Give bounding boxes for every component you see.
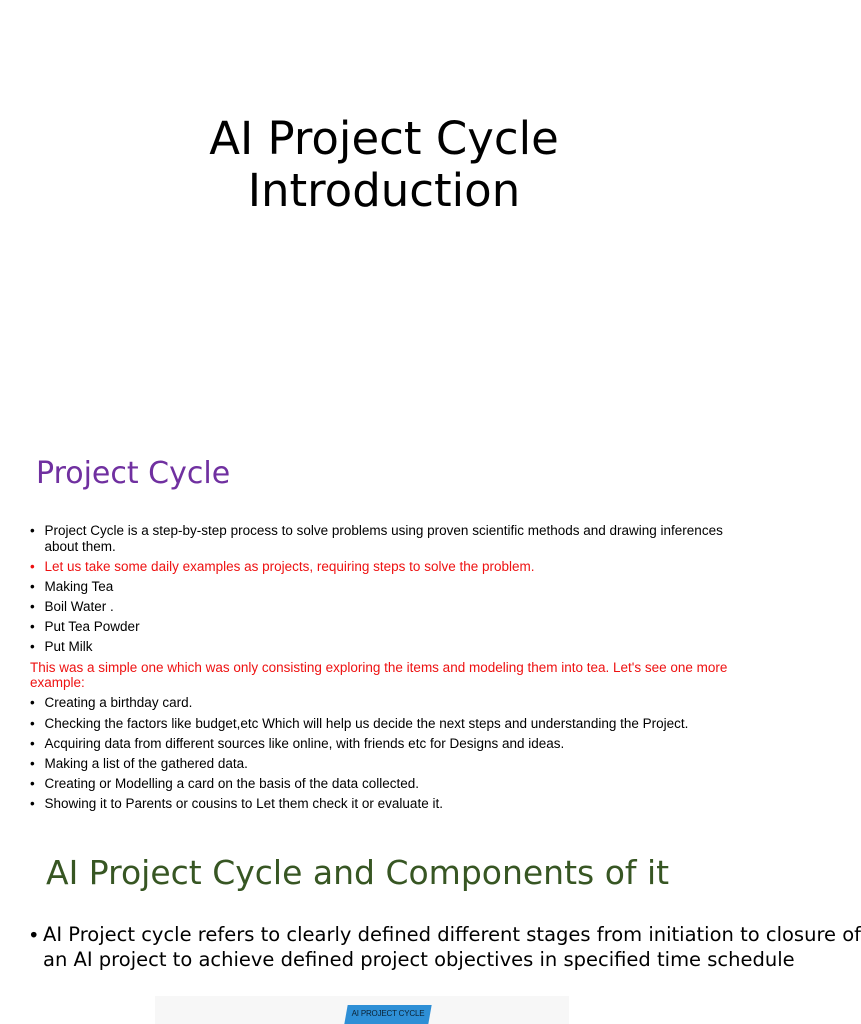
list-item-text: Checking the factors like budget,etc Which will help us decide the next steps and understanding the Project. [44,715,689,731]
list-item-text: Creating a birthday card. [44,695,193,711]
list-item [30,523,730,554]
list-item-text: Making Tea [44,578,114,594]
list-item-text: Let us take some daily examples as projects, requiring steps to solve the problem. [44,558,535,574]
slide-title [0,113,768,217]
bullet-icon: • [30,735,35,751]
example-paragraph: This was a simple one which was only consisting exploring the items and modeling them into tea. Let's see one more example: [30,659,728,691]
list-item [30,579,730,595]
list-item [30,776,730,792]
project-cycle-content [30,523,730,816]
project-cycle-heading: Project Cycle [36,456,231,491]
slide-title-line-1: AI Project Cycle [209,112,559,165]
list-item [30,559,730,575]
bullet-icon: • [30,619,35,635]
list-item [30,619,730,635]
bullet-icon: • [30,599,35,615]
bullet-icon: • [30,558,35,574]
bullet-list-bottom [30,695,730,811]
list-item-text: Showing it to Parents or cousins to Let them check it or evaluate it. [44,796,443,812]
list-item [30,599,730,615]
list-item [30,736,730,752]
bullet-list-top [30,523,730,655]
bullet-icon: • [30,523,35,538]
list-item-text: Put Milk [44,639,93,655]
bullet-icon: • [30,755,35,771]
bullet-icon: • [30,578,35,594]
list-item [30,716,730,732]
list-item [30,796,730,812]
bullet-icon: • [28,924,40,947]
list-item-text: Making a list of the gathered data. [44,755,248,771]
list-item-text: Acquiring data from different sources like online, with friends etc for Designs and ideas. [44,735,565,751]
list-item [30,639,730,655]
list-item [30,695,730,711]
bullet-icon: • [30,695,35,711]
list-item [30,756,730,772]
list-item-text: Boil Water . [44,599,114,615]
list-item-text: Put Tea Powder [44,619,140,635]
diagram-badge-label: AI PROJECT CYCLE [351,1009,425,1018]
bullet-icon: • [30,796,35,812]
list-item-line-1: AI Project cycle refers to clearly defined different stages from initiation to closure of [43,923,861,946]
list-item-text: Project Cycle is a step-by-step process to solve problems using proven scientific methods and drawing inferences about them. [44,523,723,554]
slide-title-line-2: Introduction [247,164,521,217]
list-item-text: Creating or Modelling a card on the basis of the data collected. [44,776,419,792]
list-item [28,923,861,972]
bullet-icon: • [30,639,35,655]
bullet-icon: • [30,776,35,792]
bullet-icon: • [30,715,35,731]
ai-project-cycle-heading: AI Project Cycle and Components of it [46,853,670,892]
list-item-line-2: an AI project to achieve defined project objectives in specified time schedule [43,947,795,971]
ai-project-cycle-content [28,923,861,972]
